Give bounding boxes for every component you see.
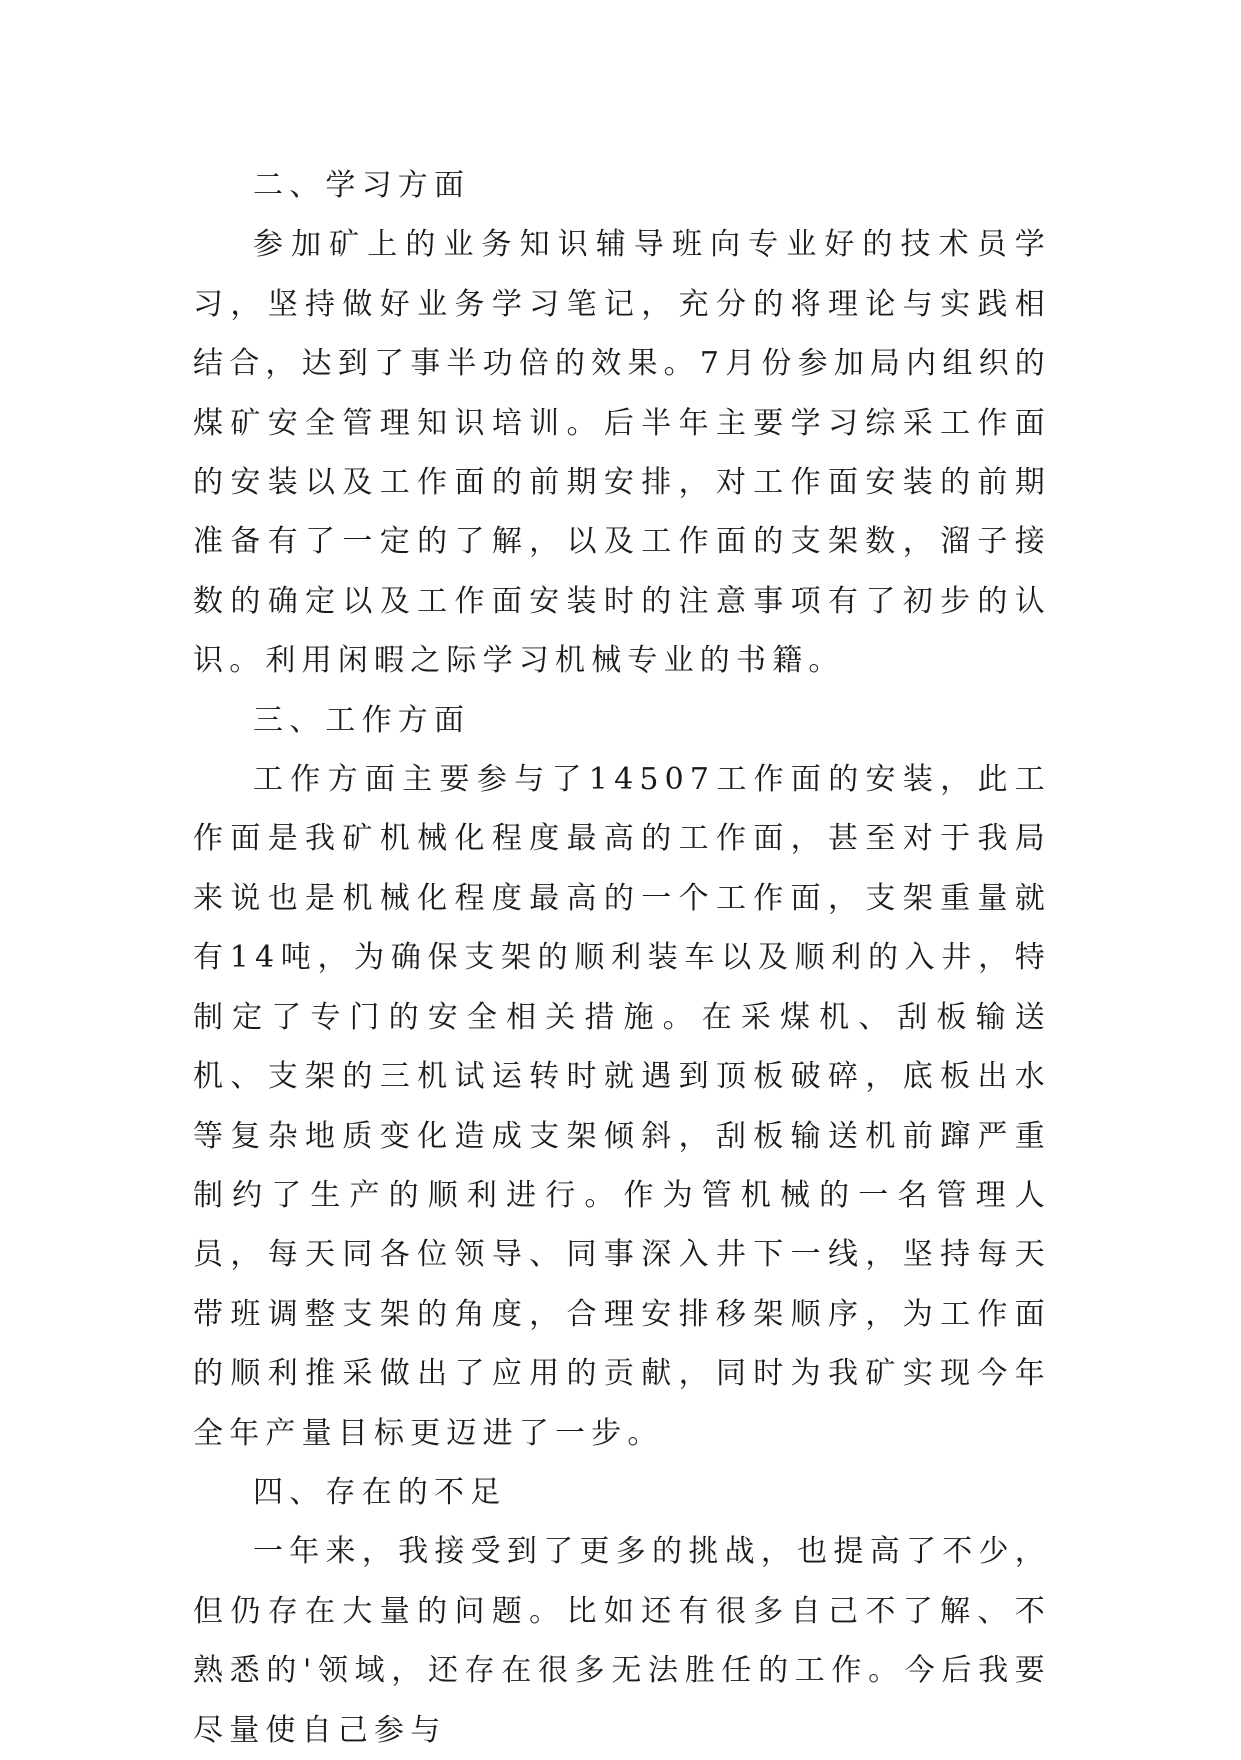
paragraph-study: 参加矿上的业务知识辅导班向专业好的技术员学习，坚持做好业务学习笔记，充分的将理论与实践相结合，达到了事半功倍的效果。7月份参加局内组织的煤矿安全管理知识培训。后半年主要学习综采工作面的安装以及工作面的前期安排，对工作面安装的前期准备有了一定的了解，以及工作面的支架数，溜子接数的确定以及工作面安装时的注意事项有了初步的认识。利用闲暇之际学习机械专业的书籍。: [193, 227, 1051, 679]
paragraph-work: 工作方面主要参与了14507工作面的安装，此工作面是我矿机械化程度最高的工作面，甚至对于我局来说也是机械化程度最高的一个工作面，支架重量就有14吨，为确保支架的顺利装车以及顺利的入井，特制定了专门的安全相关措施。在采煤机、刮板输送机、支架的三机试运转时就遇到顶板破碎，底板出水等复杂地质变化造成支架倾斜，刮板输送机前蹿严重制约了生产的顺利进行。作为管机械的一名管理人员，每天同各位领导、同事深入井下一线，坚持每天带班调整支架的角度，合理安排移架顺序，为工作面的顺利推采做出了应用的贡献，同时为我矿实现今年全年产量目标更迈进了一步。: [193, 762, 1051, 1451]
section-heading-shortcomings: 四、存在的不足: [253, 1474, 507, 1510]
section-heading-work: 三、工作方面: [253, 702, 471, 738]
section-heading-study: 二、学习方面: [253, 168, 471, 203]
paragraph-shortcomings: 一年来，我接受到了更多的挑战，也提高了不少，但仍存在大量的问题。比如还有很多自己不了解、不熟悉的'领域，还存在很多无法胜任的工作。今后我要尽量使自己参与: [193, 1534, 1051, 1748]
document-body: [193, 156, 1051, 1760]
